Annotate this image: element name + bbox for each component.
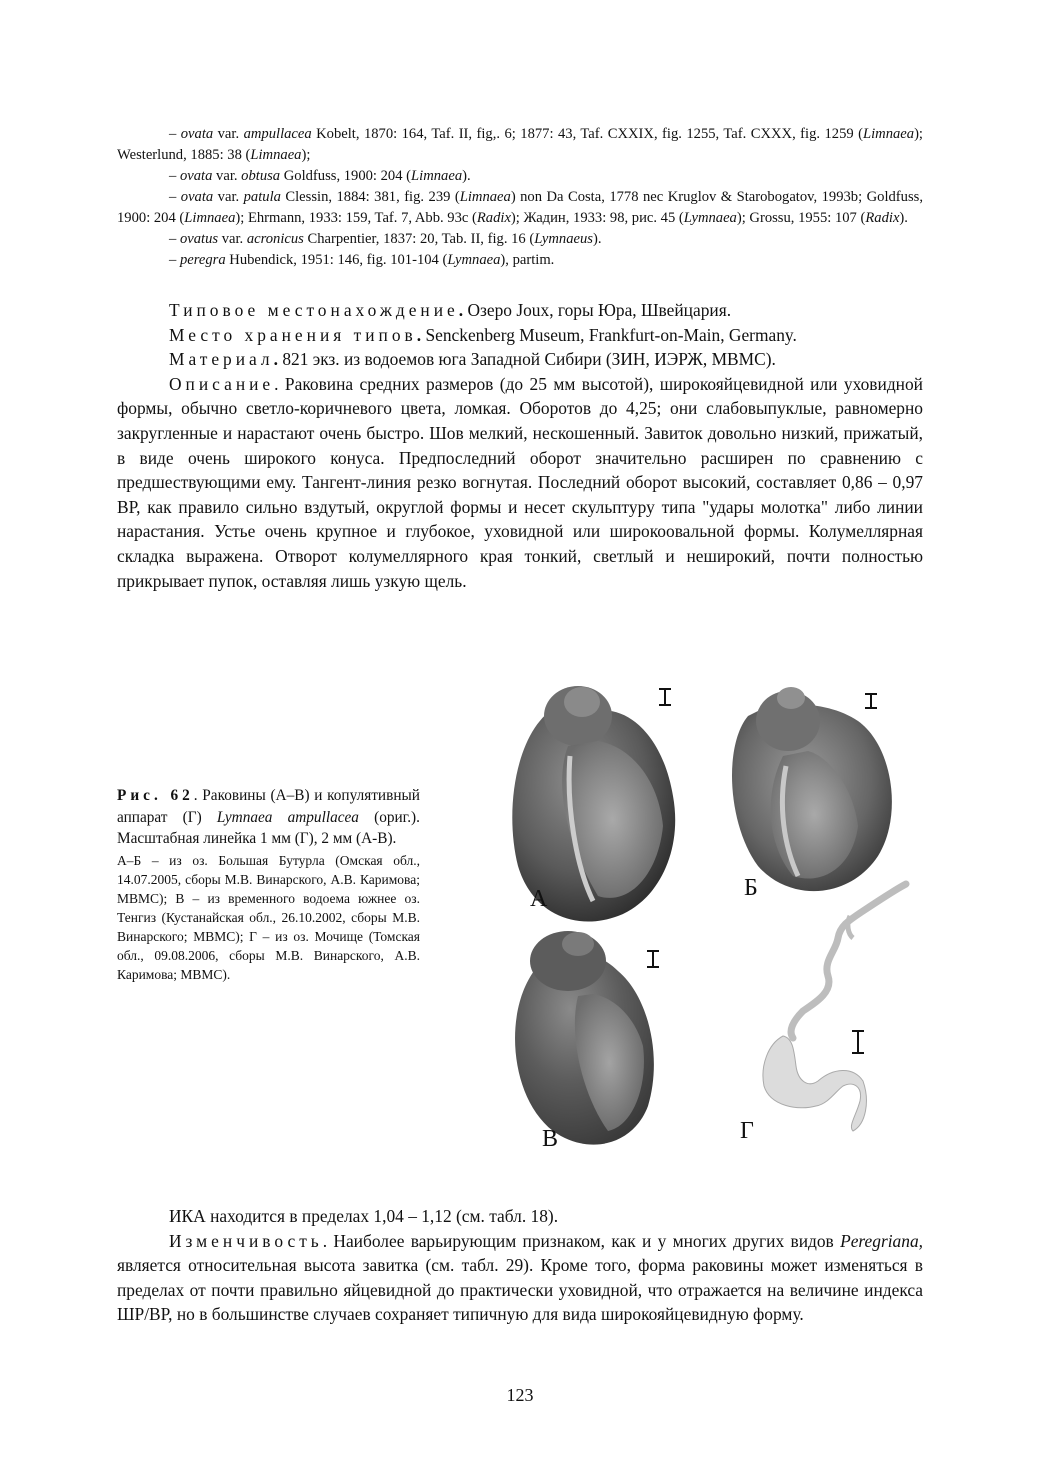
synonym-text: –: [169, 231, 180, 247]
paragraph: [117, 372, 923, 593]
synonym-text: ovata: [179, 168, 213, 184]
shell-v: [515, 931, 654, 1145]
synonym-text: ovata: [180, 189, 214, 205]
paragraph-text: .: [274, 373, 285, 394]
synonym-text: –: [169, 126, 181, 142]
panel-label-a: А: [530, 886, 548, 912]
synonym-text: Radix: [476, 210, 511, 226]
synonym-text: Hubendick, 1951: 146, fig. 101-104 (: [225, 252, 448, 268]
paragraph: [117, 347, 923, 372]
paragraph-text: Раковина средних размеров (до 25 мм высотой), широкояйцевидной или уховидной формы, обычно светло-коричневого цвета, ломкая. Оборотов до 4,25; они слабовыпуклые, равномерно закругленные и нарастают очень быстро. Шов мелкий, нескошенный. Завиток довольно низкий, прижатый, в виде очень широкого конуса. Предпоследний оборот значительно расширен по сравнению с предшествующими ему. Тангент-линия резко вогнутая. Последний оборот высокий, составляет 0,86 – 0,97 ВР, как правило сильно вздутый, округлой формы и несет скульптуру типа "удары молотка" либо линии нарастания. Устье очень крупное и глубокое, уховидной или широкоовальной формы. Колумеллярная складка выражена. Отворот колумеллярного края тонкий, светлый и неширокий, почти полностью прикрывает пупок, оставляя лишь узкую щель.: [117, 373, 923, 591]
synonym-text: Lymnaeus: [534, 231, 593, 247]
variability-block: [117, 1204, 923, 1327]
paragraph-text: ИКА находится в пределах 1,04 – 1,12 (см. табл. 18).: [169, 1206, 559, 1226]
synonym-text: acronicus: [246, 231, 304, 247]
paragraph: [117, 323, 923, 348]
synonym-text: Limnaea: [250, 147, 302, 163]
paragraph: [117, 1229, 923, 1327]
synonym-text: –: [169, 252, 180, 268]
scale-bar-a: [659, 688, 671, 706]
paragraph-text: Типовое местонахождение: [169, 300, 459, 320]
paragraph-text: Описание: [169, 373, 275, 394]
synonym-text: );: [301, 147, 311, 163]
figure-62: [498, 676, 922, 1160]
figure-images: [498, 676, 922, 1160]
synonym-entry: [117, 124, 923, 166]
panel-label-g: Г: [740, 1118, 754, 1144]
synonym-entry: [117, 166, 923, 187]
paragraph: [117, 298, 923, 323]
synonym-text: Limnaea: [862, 126, 915, 142]
synonym-text: Limnaea: [184, 210, 236, 226]
synonym-text: Limnaea: [411, 168, 463, 184]
shell-b: [732, 687, 892, 891]
paragraph-text: 821 экз. из водоемов юга Западной Сибири (ЗИН, ИЭРЖ, МВМС).: [282, 349, 776, 370]
paragraph-text: . Наиболее варьирующим признаком, как и у многих других видов: [322, 1230, 841, 1251]
figure-caption: [117, 785, 420, 984]
paragraph-text: Место хранения типов: [169, 324, 417, 345]
caption-details: А–Б – из оз. Большая Бутурла (Омская обл., 14.07.2005, сборы М.В. Винарского, А.В. Каримова; МВМС); В – из временного водоема южнее оз. Тенгиз (Кустанайская обл., 26.10.2002, сборы М.В. Винарского; МВМС); Г – из оз. Мочище (Томская обл., 09.08.2006, сборы М.В. Винарского, А.В. Каримова; МВМС).: [117, 852, 420, 982]
synonym-text: ), partim.: [500, 252, 555, 268]
synonym-text: Clessin, 1884: 381, fig. 239 (: [280, 189, 460, 205]
synonym-text: –: [169, 168, 180, 184]
synonym-text: Goldfuss, 1900: 204 (: [280, 168, 412, 184]
synonym-text: ); Westerlund, 1885: 38 (: [117, 126, 923, 163]
synonym-text: Kobelt, 1870: 164, Taf. II, fig,. 6; 1877: 43, Taf. CXXIX, fig. 1255, Taf. CXXX, fig. 1259 (: [311, 126, 863, 142]
caption-title-text: (ориг.). Масштабная линейка 1 мм (Г), 2 мм (А-В).: [117, 808, 420, 847]
synonymy-list: [117, 124, 923, 271]
synonym-text: ).: [592, 231, 602, 247]
synonym-text: ); Grossu, 1955: 107 (: [736, 210, 866, 226]
synonym-text: Radix: [865, 210, 900, 226]
synonym-entry: [117, 250, 923, 271]
synonym-text: Lymnaea: [683, 210, 737, 226]
paragraph-text: Озеро Joux, горы Юра, Швейцария.: [467, 300, 732, 320]
paragraph-text: Материал: [169, 349, 274, 370]
paragraph-text: .: [416, 324, 426, 345]
synonym-text: Lymnaea: [447, 252, 501, 268]
panel-label-b: Б: [744, 875, 758, 901]
synonym-text: ).: [462, 168, 471, 184]
synonym-text: ovata: [180, 126, 214, 142]
paragraph-text: Peregriana,: [840, 1230, 923, 1251]
paragraph-text: .: [458, 300, 468, 320]
paragraph-text: .: [273, 349, 283, 370]
synonym-text: ovatus: [179, 231, 219, 247]
caption-title-text: Рис. 62: [117, 787, 194, 804]
scale-bar-v: [647, 950, 659, 968]
synonym-text: ampullacea: [243, 126, 312, 142]
synonym-text: ) non Da Costa, 1778 nec Kruglov & Starobogatov, 1993b; Goldfuss, 1900: 204 (: [117, 189, 923, 226]
synonym-entry: [117, 187, 923, 229]
description-block: [117, 298, 923, 593]
synonym-text: var.: [213, 189, 244, 205]
synonym-text: var.: [212, 168, 242, 184]
synonym-text: patula: [243, 189, 281, 205]
paragraph-text: Изменчивость: [169, 1230, 323, 1251]
panel-label-v: В: [542, 1126, 559, 1152]
synonym-text: var.: [213, 126, 244, 142]
synonym-entry: [117, 229, 923, 250]
paragraph-text: Senckenberg Museum, Frankfurt-on-Main, Germany.: [425, 324, 797, 345]
synonym-text: ).: [899, 210, 908, 226]
copulatory-organ-g: [763, 884, 906, 1131]
paragraph-text: является относительная высота завитка (см. табл. 29). Кроме того, форма раковины может изменяться в пределах от почти правильно яйцевидной до практически уховидной, что отражается на величине индекса ШР/ВР, но в большинстве случаев сохраняет типичную для вида широкояйцевидную форму.: [117, 1255, 923, 1325]
synonym-text: –: [169, 189, 181, 205]
caption-title-text: Lymnaea ampullacea: [216, 808, 359, 826]
caption-title: [117, 785, 420, 850]
synonym-text: obtusa: [241, 168, 281, 184]
synonym-text: Limnaea: [459, 189, 511, 205]
scale-bar-g: [852, 1030, 864, 1054]
synonym-text: peregra: [179, 252, 226, 268]
synonym-text: Charpentier, 1837: 20, Tab. II, fig. 16 (: [303, 231, 535, 247]
synonym-text: ); Ehrmann, 1933: 159, Taf. 7, Abb. 93c (: [235, 210, 477, 226]
page-number: 123: [506, 1385, 534, 1405]
synonym-text: var.: [218, 231, 247, 247]
paragraph: [117, 1204, 923, 1229]
scale-bar-b: [865, 693, 877, 709]
synonym-text: ); Жадин, 1933: 98, рис. 45 (: [510, 210, 684, 226]
caption-title-text: . Раковины (А–В) и копулятивный аппарат (Г): [117, 787, 420, 826]
